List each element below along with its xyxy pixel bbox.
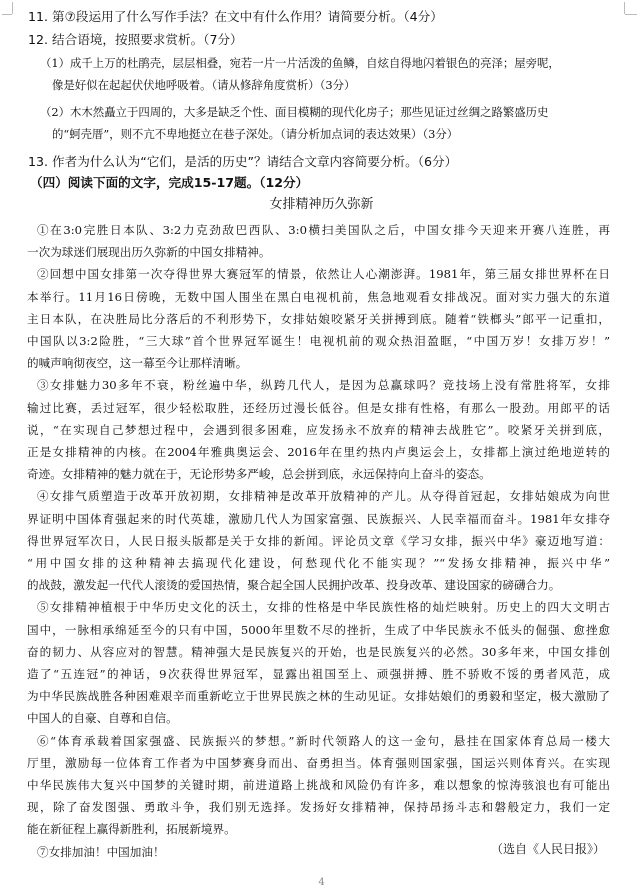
question-11: 11. 第⑦段运用了什么写作手法？在文中有什么作用？请简要分析。（4分） [28,9,443,24]
article-source: （选自《人民日报》） [490,842,605,856]
paragraph-5-line: 国中，一脉相承绵延至今的只有中国，5000年里数不尽的挫折，生成了中华民族永不低头的倔强、愈挫愈 [27,622,610,637]
paragraph-5-line: 中国人的自豪、自尊和自信。 [27,711,178,726]
paragraph-6-line: 能在新征程上赢得新胜利，拓展新境界。 [27,822,236,837]
paragraph-3-line: 奇迹。女排精神的魅力就在于，无论形势多严峻，总会拼到底，永远保持向上奋斗的姿态。 [27,467,491,482]
question-13: 13. 作者为什么认为“它们，是活的历史”？请结合文章内容简要分析。（6分） [28,154,458,169]
paragraph-2-line: 本举行。11月16日傍晚，无数中国人围坐在黑白电视机前，焦急地观看女排战况。面对实力强大的东道 [27,289,610,304]
page-number: 4 [318,877,325,888]
paragraph-3-line: 输过比赛，丢过冠军，很少轻松取胜，还经历过漫长低谷。但是女排有性格，有那么一股劲。用郎平的话 [27,400,610,415]
paragraph-2-line: ②回想中国女排第一次夺得世界大赛冠军的情景，依然让人心潮澎湃。1981年，第三届女排世界杯在日 [37,267,610,282]
paragraph-6-line: 现，除了奋发图强、勇敢斗争，我们别无选择。发扬好女排精神，保持昂扬斗志和磐般定力，我们一定 [27,800,610,815]
paragraph-4-line: 的战鼓，激发起一代代人滚烫的爱国热情，聚合起全国人民拥护改革、投身改革、建设国家的磅礴合力。 [27,578,561,593]
paragraph-4-line: “用中国女排的这种精神去搞现代化建设，何愁现代化不能实现？”“发扬女排精神，振兴中华” [27,556,610,571]
paragraph-1-line: ①在3:0完胜日本队、3:2力克劲敌巴西队、3:0横扫美国队之后，中国女排今天迎来开赛八连胜，再 [37,223,610,237]
paragraph-4-line: 界证明中国体育强起来的时代英雄，激励几代人为国家富强、民族振兴、人民幸福而奋斗。1981年女排夺 [27,511,610,526]
question-12-part-1 [40,52,615,96]
corner-mark-left-h [2,14,12,15]
paragraph-1-line: 一次为球迷们展现出历久弥新的中国女排精神。 [27,245,271,260]
paragraph-3-line: 说，“在实现自己梦想过程中，会遇到很多困难，应发扬永不放弃的精神去战胜它”。咬紧牙关拼到底， [27,422,610,437]
corner-mark-left [12,2,13,14]
paragraph-5-line: ⑤女排精神植根于中华历史文化的沃土，女排的性格是中华民族性格的灿烂映射。历史上的四大文明古 [37,600,610,615]
sub-line: 像是好似在起起伏伏地呼吸着。（请从修辞角度赏析）（3分） [52,78,356,92]
paragraph-5-line: 奋的韧力、从容应对的智慧。精神强大是民族复兴的开始，也是民族复兴的必然。30多年来，中国女排创 [27,644,610,659]
paragraph-4-line: 得世界冠军次日，人民日报头版都是关于女排的新闻。评论员文章《学习女排，振兴中华》豪迈地写道： [27,533,610,548]
paragraph-2-line: 的喊声响彻夜空，这一幕至今让那样清晰。 [27,356,248,371]
question-12: 12. 结合语境，按照要求赏析。（7分） [28,32,243,47]
paragraph-6-line: ⑥“体育承载着国家强盛、民族振兴的梦想。”新时代领路人的这一金句，悬挂在国家体育总局一楼大 [37,733,610,748]
sub-line: （1）成千上万的杜鹃壳，层层相叠，宛若一片一片活泼的鱼鳞，自炫自得地闪着银色的亮泽；屋旁呢， [40,56,560,70]
paragraph-4-line: ④女排气质塑造于改革开放初期，女排精神是改革开放精神的产儿。从夺得首冠起，女排姑娘成为向世 [37,489,610,504]
paragraph-3-line: ③女排魅力30多年不衰，粉丝遍中华，纵跨几代人，是因为总赢球吗？竞技场上没有常胜将军，女排 [37,378,610,393]
paragraph-2-line: 主日本队，在决胜局比分落后的不利形势下，女排姑娘咬紧牙关拼搏到底。随着“铁榔头”郎平一记重扣， [27,311,610,326]
article-body [27,219,610,863]
corner-mark-right-h [625,14,637,15]
paragraph-3-line: 正是女排精神的内核。在2004年雅典奥运会、2016年在里约热内卢奥运会上，女排都上演过绝地逆转的 [27,445,610,460]
question-12-part-2 [40,101,615,145]
paragraph-5-line: 为中华民族战胜各种困难艰辛而重新屹立于世界民族之林的生动见证。女排姑娘们的勇毅和坚定，极大激励了 [27,689,610,704]
paragraph-6-line: 中华民族伟大复兴中国梦的关键时期，前进道路上挑战和风险仍有许多，难以想象的惊涛骇浪也有可能出 [27,778,610,793]
paragraph-5-line: 造了“五连冠”的神话，9次获得世界冠军，显露出祖国至上、顽强拼搏、胜不骄败不馁的勇者风范，成 [27,667,610,682]
sub-line: （2）木木然矗立于四周的，大多是缺乏个性、面目模糊的现代化房子；那些见证过丝绸之路繁盛历史 [40,105,549,119]
article-title: 女排精神历久弥新 [269,197,374,212]
paragraph-7-line: ⑦女排加油！中国加油！ [37,844,165,859]
paragraph-6-line: 厅里，激励每一位体育工作者为中国梦赛身而出、奋勇担当。体育强则国家强，国运兴则体育兴。在实现 [27,755,610,770]
section-heading: （四）阅读下面的文字，完成15-17题。（12分） [30,175,309,190]
sub-line: 的“蚵壳厝”，则不亢不卑地挺立在巷子深处。（请分析加点词的表达效果）（3分） [52,127,459,141]
corner-mark-right [624,2,625,14]
paragraph-2-line: 中国队以3:2险胜，“三大球”首个世界冠军诞生！电视机前的观众热泪盈眶，“中国万岁！女排万岁！” [27,334,610,349]
